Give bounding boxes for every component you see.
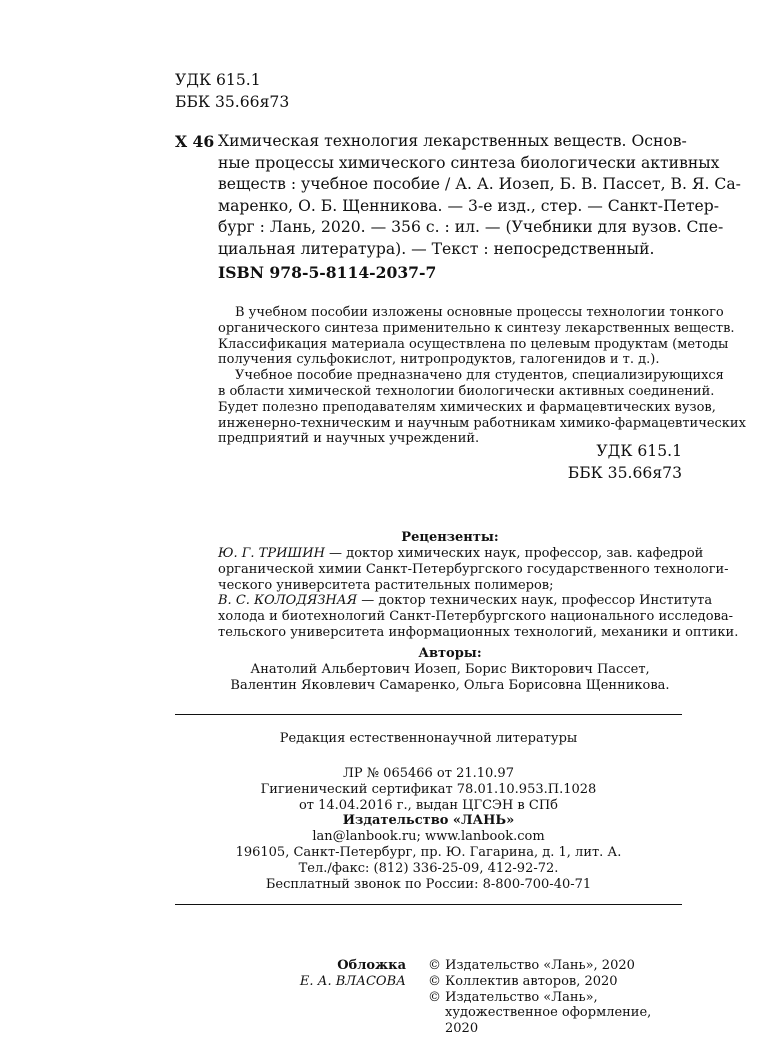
imprint-hotline: Бесплатный звонок по России: 8-800-700-40-71 bbox=[265, 876, 592, 892]
imprint-phone: Тел./факс: (812) 336-25-09, 412-92-72. bbox=[298, 860, 559, 876]
abstract-line: Будет полезно преподавателям химических и фармацевтических вузов, bbox=[218, 399, 716, 415]
abstract-bbk: ББК 35.66я73 bbox=[567, 463, 682, 482]
abstract-line: инженерно-техническим и научным работникам химико-фармацевтических bbox=[218, 415, 746, 431]
header-udk: УДК 615.1 bbox=[175, 71, 261, 89]
reviewers-heading: Рецензенты: bbox=[401, 530, 499, 545]
copyright-notices bbox=[428, 958, 682, 1037]
reviewer-name: Ю. Г. ТРИШИН bbox=[218, 546, 325, 561]
cover-label: Обложка bbox=[337, 958, 406, 973]
catalog-line: бург : Лань, 2020. — 356 с. : ил. — (Учебники для вузов. Спе- bbox=[218, 218, 724, 237]
abstract-classification bbox=[482, 441, 682, 484]
header-classification bbox=[175, 70, 289, 113]
reviewer-entry bbox=[218, 546, 704, 562]
reviewer-entry bbox=[218, 593, 713, 609]
abstract-line: предприятий и научных учреждений. bbox=[218, 431, 480, 447]
isbn: ISBN 978-5-8114-2037-7 bbox=[218, 263, 437, 282]
reviewer-line: тельского университета информационных технологий, механики и оптики. bbox=[218, 624, 739, 640]
catalog-line: Химическая технология лекарственных веществ. Основ- bbox=[218, 132, 687, 150]
reviewer-line: — доктор химических наук, профессор, зав. кафедрой bbox=[324, 546, 704, 561]
imprint-cert-date: от 14.04.2016 г., выдан ЦГСЭН в СПб bbox=[298, 797, 558, 813]
abstract-line: в области химической технологии биологически активных соединений. bbox=[218, 383, 715, 399]
reviewer-line: ческого университета растительных полимеров; bbox=[218, 577, 554, 593]
abstract-line: органического синтеза применительно к синтезу лекарственных веществ. bbox=[218, 320, 735, 336]
imprint-address: 196105, Санкт-Петербург, пр. Ю. Гагарина, д. 1, лит. А. bbox=[235, 844, 622, 860]
abstract-udk: УДК 615.1 bbox=[596, 442, 682, 460]
authors-list bbox=[218, 662, 682, 694]
reviewer-name: В. С. КОЛОДЯЗНАЯ bbox=[218, 593, 358, 609]
copyright-publisher: © Издательство «Лань», 2020 bbox=[428, 958, 635, 973]
cover-credit bbox=[218, 958, 406, 990]
cover-designer: Е. А. ВЛАСОВА bbox=[299, 973, 406, 989]
imprint-editorial: Редакция естественнонаучной литературы bbox=[279, 731, 578, 746]
authors-line: Валентин Яковлевич Самаренко, Ольга Борисовна Щенникова. bbox=[230, 677, 670, 693]
reviewers-list bbox=[218, 546, 739, 641]
reviewer-line: — доктор технических наук, профессор Института bbox=[357, 593, 713, 609]
imprint-license: ЛР № 065466 от 21.10.97 bbox=[343, 766, 514, 781]
imprint-publisher: Издательство «ЛАНЬ» bbox=[342, 813, 515, 829]
copyright-design-cont: художественное оформление, 2020 bbox=[445, 1005, 652, 1037]
imprint-cert: Гигиенический сертификат 78.01.10.953.П.1028 bbox=[260, 781, 597, 797]
catalog-line: циальная литература). — Текст : непосредственный. bbox=[218, 239, 655, 258]
divider-bottom bbox=[175, 904, 682, 905]
catalog-line: веществ : учебное пособие / А. А. Иозеп, Б. В. Пассет, В. Я. Са- bbox=[218, 175, 741, 194]
authors-heading: Авторы: bbox=[418, 646, 482, 661]
catalog-line: ные процессы химического синтеза биологически активных bbox=[218, 153, 720, 172]
abstract-line: получения сульфокислот, нитропродуктов, галогенидов и т. д.). bbox=[218, 352, 660, 368]
imprint-web: lan@lanbook.ru; www.lanbook.com bbox=[312, 829, 545, 845]
authors-line: Анатолий Альбертович Иозеп, Борис Викторович Пассет, bbox=[250, 662, 650, 677]
abstract-line: Учебное пособие предназначено для студентов, специализирующихся bbox=[235, 368, 724, 384]
reviewer-line: органической химии Санкт-Петербургского государственного технологи- bbox=[218, 561, 729, 577]
abstract-line: Классификация материала осуществлена по целевым продуктам (методы bbox=[218, 336, 729, 352]
copyright-design: © Издательство «Лань», bbox=[428, 989, 598, 1005]
catalog-description bbox=[218, 131, 687, 153]
header-bbk: ББК 35.66я73 bbox=[175, 92, 290, 111]
reviewer-line: холода и биотехнологий Санкт-Петербургского национального исследова- bbox=[218, 609, 733, 625]
catalog-description-cont bbox=[218, 153, 741, 261]
divider-top bbox=[175, 714, 682, 715]
abstract-line: В учебном пособии изложены основные процессы технологии тонкого bbox=[235, 305, 724, 320]
catalog-code: Х 46 bbox=[175, 132, 215, 151]
abstract bbox=[218, 305, 746, 447]
copyright-authors: © Коллектив авторов, 2020 bbox=[428, 973, 618, 989]
imprint-block bbox=[175, 766, 682, 892]
catalog-line: маренко, О. Б. Щенникова. — 3-е изд., стер. — Санкт-Петер- bbox=[218, 196, 720, 215]
